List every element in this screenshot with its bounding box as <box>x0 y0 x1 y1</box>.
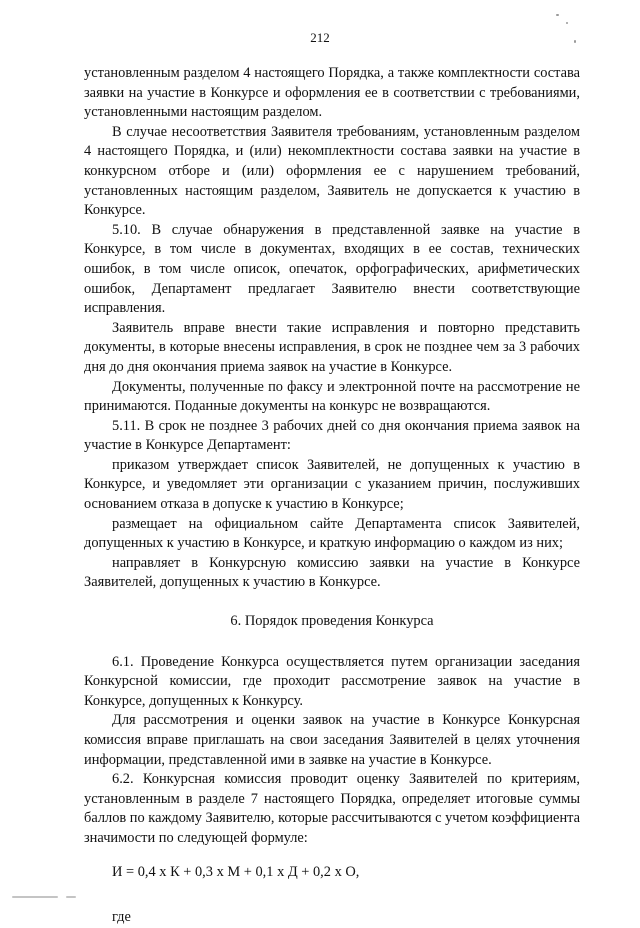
document-body <box>84 64 580 928</box>
paragraph-5-11: 5.11. В срок не позднее 3 рабочих дней со дня окончания приема заявок на участие в Конкурсе Департамент: <box>84 417 580 454</box>
where-label: где <box>112 909 131 926</box>
section-heading: 6. Порядок проведения Конкурса <box>230 613 434 630</box>
list-item-forward: направляет в Конкурсную комиссию заявки на участие в Конкурсе Заявителей, допущенных к участию в Конкурсе. <box>84 554 580 591</box>
list-item-publish: размещает на официальном сайте Департамента список Заявителей, допущенных к участию в Конкурсе, и краткую информацию о каждом из них; <box>84 515 580 552</box>
paragraph-6-2: 6.2. Конкурсная комиссия проводит оценку Заявителей по критериям, установленным в разделе 7 настоящего Порядка, определяет итоговые суммы баллов по каждому Заявителю, которые рассчитываются с учетом коэффициента значимости по следующей формуле: <box>84 771 580 846</box>
scan-speck <box>566 22 568 24</box>
page-number: 212 <box>310 30 330 45</box>
scan-speck <box>556 14 559 16</box>
paragraph-corrections: Заявитель вправе внести такие исправления и повторно представить документы, в которые внесены исправления, в срок не позднее чем за 3 рабочих дня до дня окончания приема заявок на участие в Конкурсе. <box>84 319 580 375</box>
scan-speck <box>12 896 58 898</box>
paragraph-non-compliance: В случае несоответствия Заявителя требованиям, установленным разделом 4 настоящего Порядка, и (или) некомплектности состава заявки на участие в конкурсном отборе и (или) оформления ее с нарушением требований, установленных настоящим разделом, Заявитель не допускается к участию в Конкурсе. <box>84 123 580 219</box>
scan-speck <box>574 40 576 43</box>
paragraph-6-1: 6.1. Проведение Конкурса осуществляется путем организации заседания Конкурсной комиссии, где проходит рассмотрение заявок на участие в Конкурсе, допущенных к Конкурсу. <box>84 653 580 709</box>
paragraph-completeness: установленным разделом 4 настоящего Порядка, а также комплектности состава заявки на участие в Конкурсе и оформления ее в соответствии с требованиями, установленными настоящим разделом. <box>84 65 580 121</box>
scan-speck <box>66 896 76 898</box>
paragraph-5-10: 5.10. В случае обнаружения в представленной заявке на участие в Конкурсе, в том числе в документах, входящих в ее состав, технических ошибок, в том числе описок, опечаток, орфографических, арифметических ошибок, Департамент предлагает Заявителю внести соответствующие исправления. <box>84 221 580 317</box>
paragraph-invitation: Для рассмотрения и оценки заявок на участие в Конкурсе Конкурсная комиссия вправе приглашать на свои заседания Заявителей в целях уточнения информации, представленной ими в заявке на участие в Конкурсе. <box>84 712 580 768</box>
list-item-order: приказом утверждает список Заявителей, не допущенных к участию в Конкурсе, и уведомляет эти организации с указанием причин, послуживших основанием отказа в допуске к участию в Конкурсе; <box>84 456 580 513</box>
scoring-formula: И = 0,4 х К + 0,3 х М + 0,1 х Д + 0,2 х О, <box>112 863 360 880</box>
paragraph-fax-email: Документы, полученные по факсу и электронной почте на рассмотрение не принимаются. Поданные документы на конкурс не возвращаются. <box>84 378 580 415</box>
